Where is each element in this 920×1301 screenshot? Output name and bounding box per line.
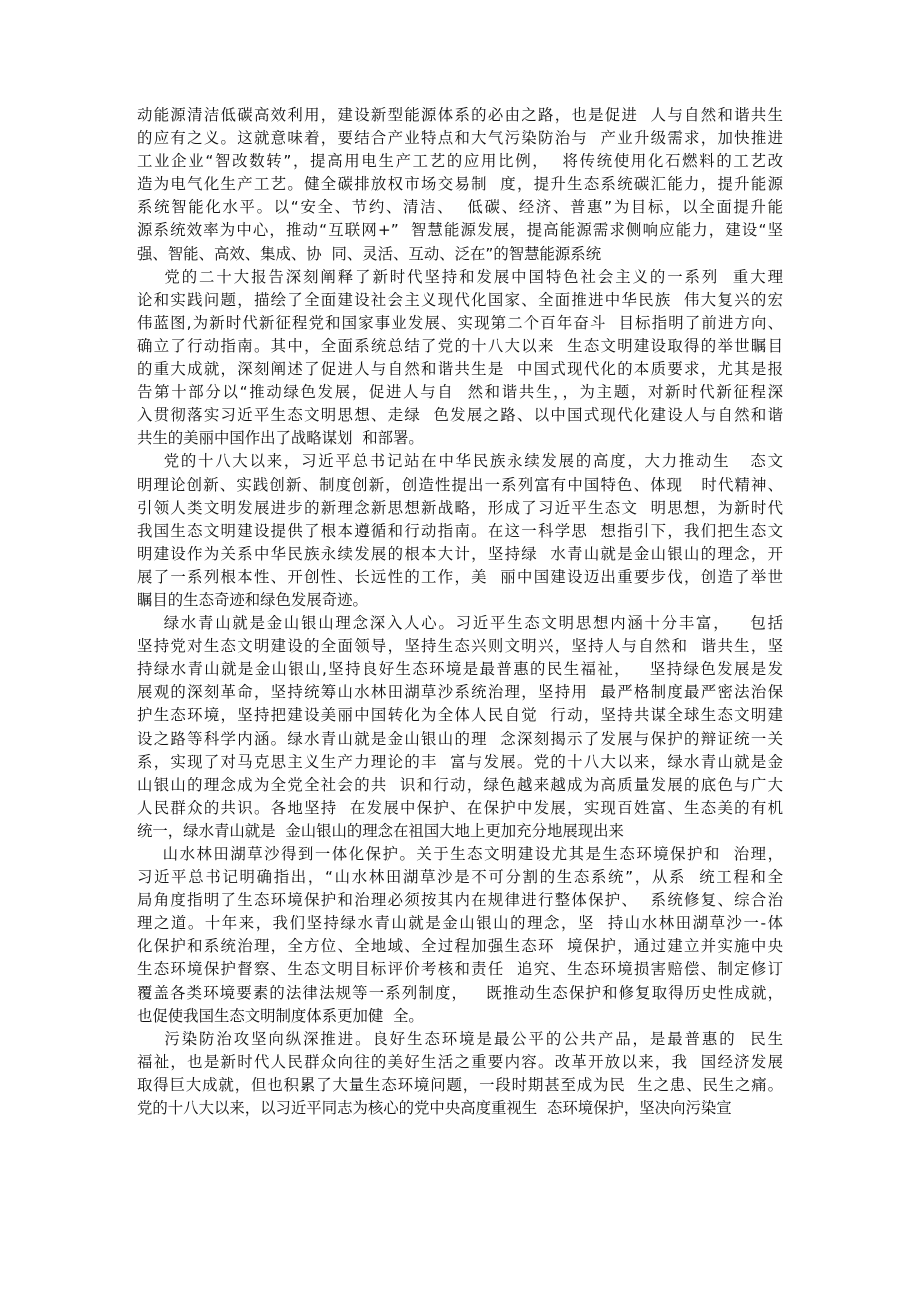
- text-line: 共生的美丽中国作出了战略谋划 和部署。: [137, 429, 424, 448]
- text-line: 工业企业“智改数转”，提高用电生产工艺的应用比例， 将传统使用化石燃料的工艺改: [137, 152, 783, 171]
- text-line: 展了一系列根本性、开创性、长远性的工作，美 丽中国建设迈出重要步伐，创造了举世: [137, 567, 783, 586]
- text-line: 论和实践问题，描绘了全面建设社会主义现代化国家、全面推进中华民族 伟大复兴的宏: [137, 290, 783, 309]
- text-line: 党的十八大以来，以习近平同志为核心的党中央高度重视生 态环境保护，坚决向污染宣: [137, 1099, 732, 1118]
- text-line: 坚持党对生态文明建设的全面领导，坚持生态兴则文明兴，坚持人与自然和 谐共生，坚: [137, 637, 783, 656]
- text-line: 理之道。十年来，我们坚持绿水青山就是金山银山的理念，坚 持山水林田湖草沙一-体: [137, 914, 783, 933]
- text-line: 的重大成就，深刻阐述了促进人与自然和谐共生是 中国式现代化的本质要求，尤其是报: [137, 360, 783, 379]
- text-line: 我国生态文明建设提供了根本遵循和行动指南。在这一科学思 想指引下，我们把生态文: [137, 521, 783, 540]
- text-line: 展观的深刻革命，坚持统筹山水林田湖草沙系统治理，坚持用 最严格制度最严密法治保: [137, 683, 783, 702]
- text-line: 动能源清洁低碳高效利用，建设新型能源体系的必由之路，也是促进 人与自然和谐共生: [137, 106, 783, 124]
- text-line: 确立了行动指南。其中，全面系统总结了党的十八大以来 生态文明建设取得的举世瞩目: [137, 336, 783, 355]
- text-line: 告第十部分以“推动绿色发展，促进人与自 然和谐共生，，为主题，对新时代新征程深: [137, 383, 783, 402]
- text-line: 取得巨大成就，但也积累了大量生态环境问题，一段时期甚至成为民 生之患、民生之痛。: [137, 1075, 783, 1094]
- text-line: 山水林田湖草沙得到一体化保护。关于生态文明建设尤其是生态环境保护和 治理，: [137, 845, 783, 863]
- text-line: 人民群众的共识。各地坚持 在发展中保护、在保护中发展，实现百姓富、生态美的有机: [137, 798, 783, 817]
- text-line: 党的二十大报告深刻阐释了新时代坚持和发展中国特色社会主义的一系列 重大理: [137, 267, 783, 286]
- text-line: 强、智能、高效、集成、协 同、灵活、互动、泛在”的智慧能源系统: [137, 244, 602, 263]
- text-line: 习近平总书记明确指出，“山水林田湖草沙是不可分割的生态系统”，从系 统工程和全: [137, 868, 783, 887]
- text-line: 覆盖各类环境要素的法律法规等一系列制度， 既推动生态保护和修复取得历史性成就，: [137, 983, 783, 1002]
- text-line: 入贯彻落实习近平生态文明思想、走绿 色发展之路、以中国式现代化建设人与自然和谐: [137, 406, 783, 425]
- text-line: 明建设作为关系中华民族永续发展的根本大计，坚持绿 水青山就是金山银山的理念，开: [137, 544, 783, 563]
- text-line: 山银山的理念成为全党全社会的共 识和行动，绿色越来越成为高质量发展的底色与广大: [137, 775, 783, 794]
- text-line: 源系统效率为中心，推动“互联网+” 智慧能源发展，提高能源需求侧响应能力，建设“坚: [137, 221, 783, 240]
- text-line: 系，实现了对马克思主义生产力理论的丰 富与发展。党的十八大以来，绿水青山就是金: [137, 752, 783, 771]
- paragraph-pollution-prevention: [137, 1028, 783, 1120]
- text-line: 统一，绿水青山就是 金山银山的理念在祖国大地上更加充分地展现出来: [137, 821, 624, 840]
- text-line: 也促使我国生态文明制度体系更加健 全。: [137, 1006, 424, 1025]
- text-line: 福祉，也是新时代人民群众向往的美好生活之重要内容。改革开放以来，我 国经济发展: [137, 1052, 783, 1071]
- paragraph-integrated-protection: [137, 843, 783, 1028]
- text-line: 持绿水青山就是金山银山,坚持良好生态环境是最普惠的民生福祉， 坚持绿色发展是发: [137, 660, 783, 679]
- text-line: 引领人类文明发展进步的新理念新思想新战略，形成了习近平生态文 明思想，为新时代: [137, 498, 783, 517]
- paragraph-green-mountains-concept: [137, 612, 783, 843]
- paragraph-twentieth-congress-report: [137, 266, 783, 451]
- text-line: 的应有之义。这就意味着，要结合产业特点和大气污染防治与 产业升级需求，加快推进: [137, 129, 783, 148]
- text-line: 党的十八大以来，习近平总书记站在中华民族永续发展的高度，大力推动生 态文: [137, 452, 783, 471]
- document-body: [137, 104, 783, 1120]
- text-line: 伟蓝图,为新时代新征程党和国家事业发展、实现第二个百年奋斗 目标指明了前进方向、: [137, 313, 783, 332]
- text-line: 设之路等科学内涵。绿水青山就是金山银山的理 念深刻揭示了发展与保护的辩证统一关: [137, 729, 783, 748]
- text-line: 局角度指明了生态环境保护和治理必须按其内在规律进行整体保护、 系统修复、综合治: [137, 891, 783, 910]
- text-line: 系统智能化水平。以“安全、节约、清洁、 低碳、经济、普惠”为目标，以全面提升能: [137, 198, 783, 217]
- text-line: 瞩目的生态奇迹和绿色发展奇迹。: [137, 590, 368, 609]
- text-line: 生态环境保护督察、生态文明目标评价考核和责任 追究、生态环境损害赔偿、制定修订: [137, 960, 783, 979]
- paragraph-energy-system: [137, 104, 783, 266]
- text-line: 污染防治攻坚向纵深推进。良好生态环境是最公平的公共产品，是最普惠的 民生: [137, 1029, 783, 1048]
- text-line: 绿水青山就是金山银山理念深入人心。习近平生态文明思想内涵十分丰富， 包括: [137, 614, 783, 633]
- text-line: 造为电气化生产工艺。健全碳排放权市场交易制 度，提升生态系统碳汇能力，提升能源: [137, 175, 783, 194]
- text-line: 化保护和系统治理，全方位、全地域、全过程加强生态环 境保护，通过建立并实施中央: [137, 937, 783, 956]
- paragraph-ecological-civilization-thought: [137, 450, 783, 612]
- text-line: 护生态环境，坚持把建设美丽中国转化为全体人民自觉 行动，坚持共谋全球生态文明建: [137, 706, 783, 725]
- text-line: 明理论创新、实践创新、制度创新，创造性提出一系列富有中国特色、体现 时代精神、: [137, 475, 783, 494]
